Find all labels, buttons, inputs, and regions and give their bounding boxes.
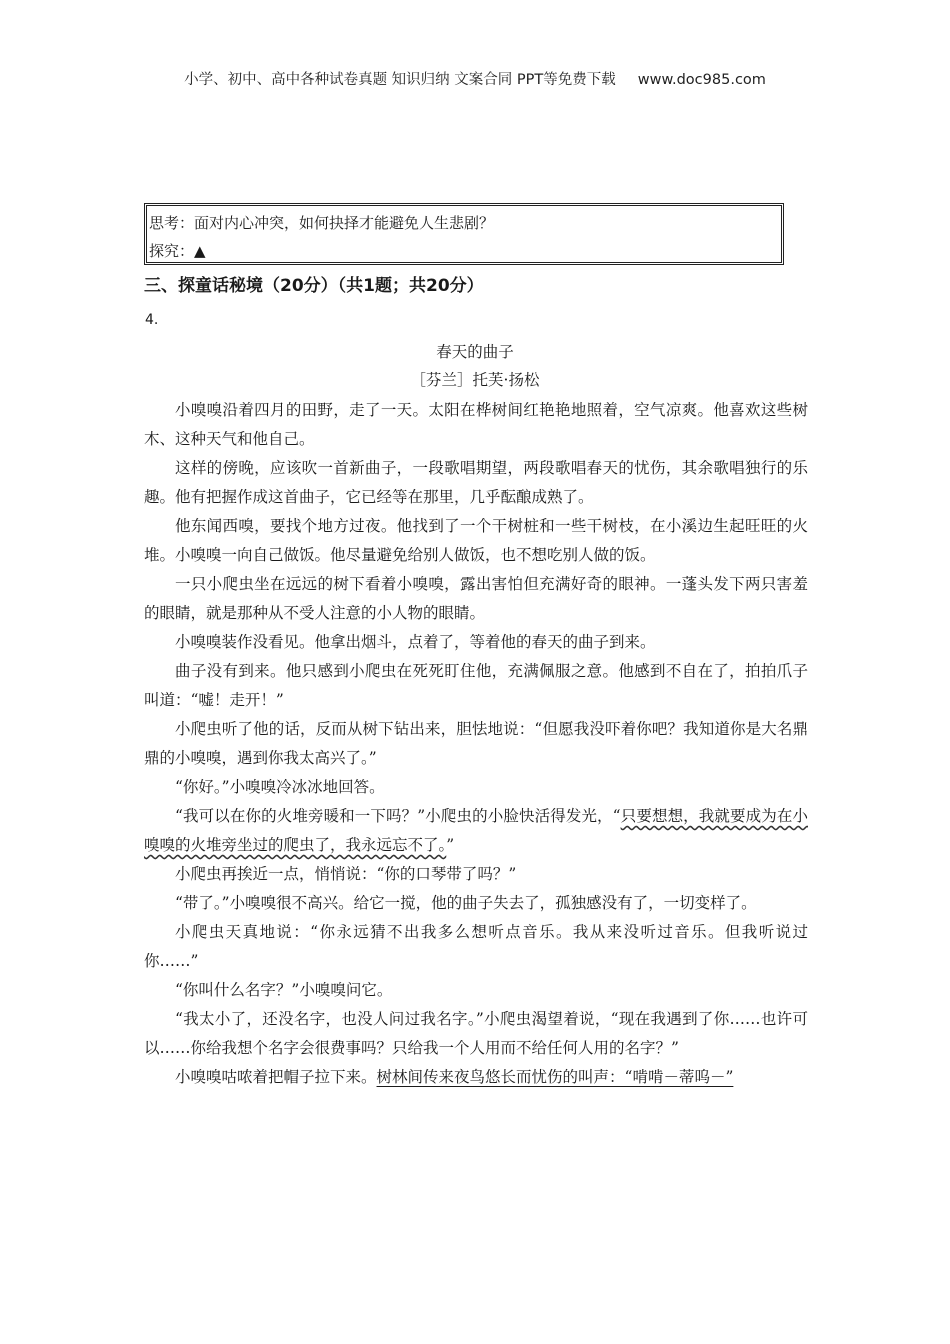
paragraph-15-start: 小嗅嗅咕哝着把帽子拉下来。 [175, 1068, 377, 1086]
paragraph-10: 小爬虫再挨近一点，悄悄说：“你的口琴带了吗？” [175, 865, 517, 883]
paragraph-9 [144, 802, 808, 860]
paragraph-15 [144, 1063, 808, 1092]
paragraph-3: 他东闻西嗅，要找个地方过夜。他找到了一个干树桩和一些干树枝，在小溪边生起旺旺的火堆。小嗅嗅一向自己做饭。他尽量避免给别人做饭，也不想吃别人做的饭。 [144, 517, 808, 564]
paragraph-6: 曲子没有到来。他只感到小爬虫在死死盯住他，充满佩服之意。他感到不自在了，拍拍爪子叫道：“嘘！走开！” [144, 662, 808, 709]
paragraph-13: “你叫什么名字？”小嗅嗅问它。 [175, 981, 393, 999]
story-author: ［芬兰］托芙·扬松 [410, 371, 540, 389]
think-question: 思考：面对内心冲突，如何抉择才能避免人生悲剧？ [149, 214, 495, 232]
paragraph-11: “带了。”小嗅嗅很不高兴。给它一搅，他的曲子失去了，孤独感没有了，一切变样了。 [175, 894, 757, 912]
paragraph-1: 小嗅嗅沿着四月的田野，走了一天。太阳在桦树间红艳艳地照着，空气凉爽。他喜欢这些树木、这种天气和他自己。 [144, 401, 808, 448]
paragraph-2: 这样的傍晚，应该吹一首新曲子，一段歌唱期望，两段歌唱春天的忧伤，其余歌唱独行的乐趣。他有把握作成这首曲子，它已经等在那里，几乎酝酿成熟了。 [144, 459, 808, 506]
paragraph-5: 小嗅嗅装作没看见。他拿出烟斗，点着了，等着他的春天的曲子到来。 [175, 633, 656, 651]
paragraph-14: “我太小了，还没名字，也没人问过我名字。”小爬虫渴望着说，“现在我遇到了你……也许可以……你给我想个名字会很费事吗？只给我一个人用而不给任何人用的名字？” [144, 1010, 808, 1057]
page-header [0, 68, 950, 89]
think-box [144, 203, 784, 265]
wavy-underlined-sentence: 只要想想，我就要成为在小嗅嗅的火堆旁坐过的爬虫了，我永远忘不了。 [144, 807, 808, 854]
header-text: 小学、初中、高中各种试卷真题 知识归纳 文案合同 PPT等免费下载 [184, 72, 616, 88]
paragraph-4: 一只小爬虫坐在远远的树下看着小嗅嗅，露出害怕但充满好奇的眼神。一蓬头发下两只害羞的眼睛，就是那种从不受人注意的小人物的眼睛。 [144, 575, 808, 622]
story-body [144, 396, 808, 1092]
paragraph-7: 小爬虫听了他的话，反而从树下钻出来，胆怯地说：“但愿我没吓着你吧？我知道你是大名鼎鼎的小嗅嗅，遇到你我太高兴了。” [144, 720, 808, 767]
explore-answer: 探究：▲ [149, 242, 206, 260]
question-number: 4. [145, 312, 159, 328]
underlined-sentence: 树林间传来夜鸟悠长而忧伤的叫声：“啃啃－蒂呜－” [376, 1068, 734, 1086]
header-site: www.doc985.com [637, 72, 766, 88]
paragraph-9-start: “我可以在你的火堆旁暖和一下吗？”小爬虫的小脸快活得发光，“ [175, 807, 621, 825]
paragraph-8: “你好。”小嗅嗅冷冰冰地回答。 [175, 778, 385, 796]
section-title: 三、探童话秘境（20分）（共1题；共20分） [144, 276, 484, 296]
paragraph-9-end: ” [446, 836, 455, 854]
paragraph-12: 小爬虫天真地说：“你永远猜不出我多么想听点音乐。我从来没听过音乐。但我听说过你……” [144, 923, 808, 970]
story-title: 春天的曲子 [436, 343, 514, 361]
